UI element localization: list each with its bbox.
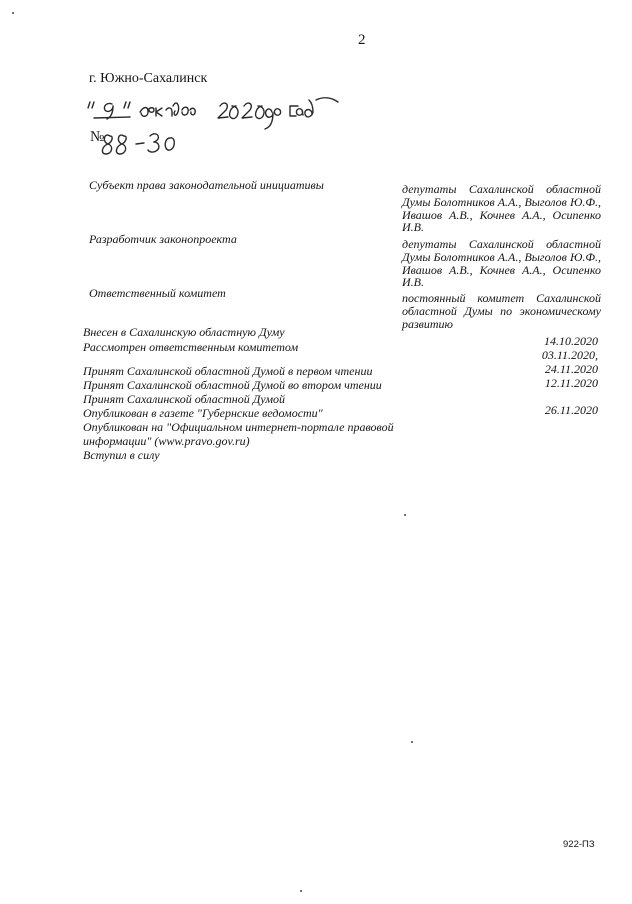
scan-speck (411, 741, 413, 743)
scan-speck (12, 12, 14, 14)
number-sign: № (90, 129, 105, 145)
event-submitted: Внесен в Сахалинскую областную Думу (83, 325, 285, 339)
event-published-portal-cont: информации" (www.pravo.gov.ru) (83, 434, 250, 448)
field-value-initiative-subject: депутаты Сахалинской областной Думы Болотников А.А., Выголов Ю.Ф., Ивашов А.В., Кочнев А.А., Осипенко И.В. (402, 182, 601, 235)
page-number: 2 (358, 32, 366, 48)
document-code: 922-ПЗ (563, 839, 595, 850)
event-published-portal: Опубликован на "Официальном интернет-портале правовой (83, 420, 394, 434)
field-value-committee: постоянный комитет Сахалинской областной Думы по экономическому развитию (402, 291, 601, 331)
field-label-initiative-subject: Субъект права законодательной инициативы (89, 178, 324, 192)
date-committee-review: 03.11.2020, (541, 348, 598, 362)
date-published-newspaper: 26.11.2020 (544, 403, 598, 417)
event-committee-review: Рассмотрен ответственным комитетом (83, 340, 299, 354)
scan-speck (404, 514, 406, 516)
city: г. Южно-Сахалинск (89, 71, 208, 86)
event-adopted: Принят Сахалинской областной Думой (83, 392, 286, 406)
handwritten-date-signature (80, 92, 350, 162)
date-second-reading: 12.11.2020 (544, 376, 598, 390)
date-submitted: 14.10.2020 (544, 334, 598, 348)
date-first-reading: 24.11.2020 (544, 362, 598, 376)
event-second-reading: Принят Сахалинской областной Думой во втором чтении (83, 378, 382, 392)
scan-speck (300, 890, 302, 892)
field-label-developer: Разработчик законопроекта (89, 232, 237, 246)
event-published-newspaper: Опубликован в газете "Губернские ведомости" (83, 406, 323, 420)
field-label-committee: Ответственный комитет (89, 286, 226, 300)
event-entered-into-force: Вступил в силу (83, 448, 160, 462)
event-first-reading: Принят Сахалинской областной Думой в первом чтении (83, 364, 373, 378)
field-value-developer: депутаты Сахалинской областной Думы Болотников А.А., Выголов Ю.Ф., Ивашов А.В., Кочнев А.А., Осипенко И.В. (402, 237, 601, 290)
